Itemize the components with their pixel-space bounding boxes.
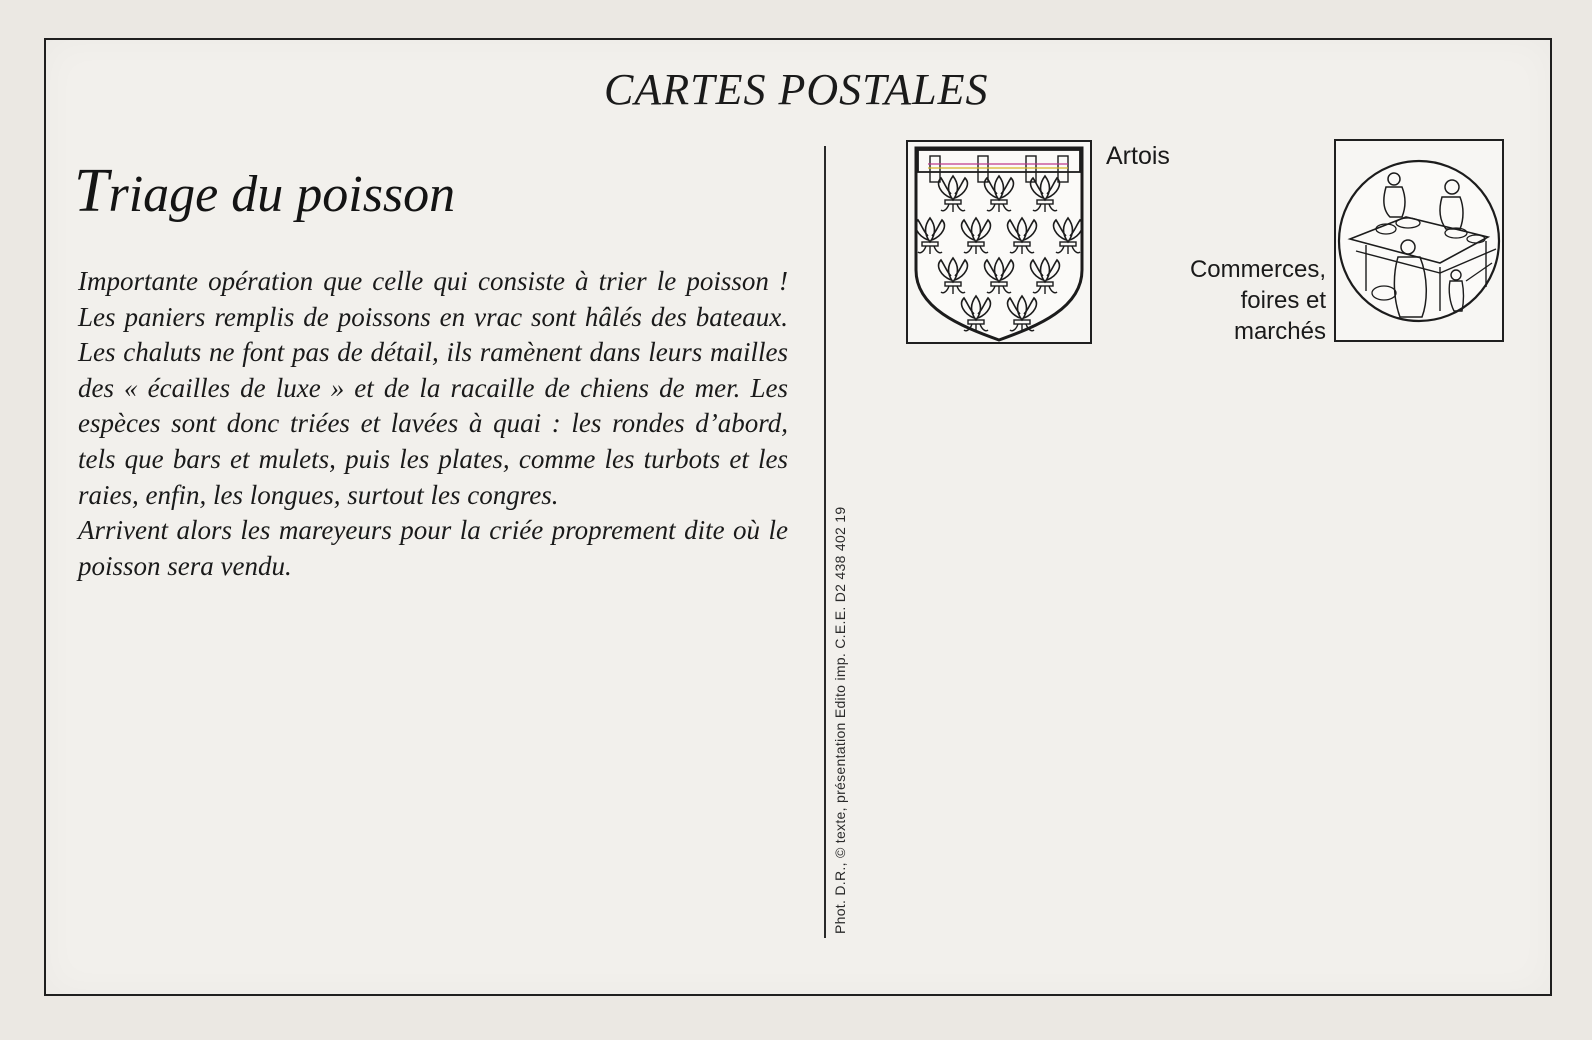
theme-emblem-box — [1334, 139, 1504, 342]
article-body — [78, 264, 788, 584]
page-header: CARTES POSTALES — [604, 65, 989, 114]
title-initial: T — [74, 157, 109, 225]
theme-label-line: foires et — [1240, 287, 1326, 314]
region-name: Artois — [1106, 142, 1170, 170]
postcard-back — [44, 38, 1552, 996]
theme-label — [1104, 254, 1326, 347]
vertical-divider — [824, 146, 826, 938]
fleur-de-lis-coat-of-arms-icon — [908, 142, 1090, 342]
print-credit: Phot. D.R., © texte, présentation Edito imp. C.E.E. D2 438 402 19 — [832, 506, 848, 934]
article-title — [74, 156, 455, 227]
title-rest: riage du poisson — [108, 166, 456, 223]
coat-of-arms-box — [906, 140, 1092, 344]
theme-label-line: Commerces, — [1189, 256, 1326, 283]
market-scene-icon — [1336, 141, 1502, 340]
article-paragraph: Arrivent alors les mareyeurs pour la criée proprement dite où le poisson sera vendu. — [78, 515, 788, 581]
theme-label-line: marchés — [1233, 318, 1326, 345]
article-paragraph: Importante opération que celle qui consiste à trier le poisson ! Les paniers remplis de poissons en vrac sont hâlés des bateaux. Les chaluts ne font pas de détail, ils ramènent dans leurs mailles des « écailles de luxe » et de la racaille de chiens de mer. Les espèces sont donc triées et lavées à quai : les rondes d’abord, tels que bars et mulets, puis les plates, comme les turbots et les raies, enfin, les longues, surtout les congres. — [78, 266, 788, 510]
